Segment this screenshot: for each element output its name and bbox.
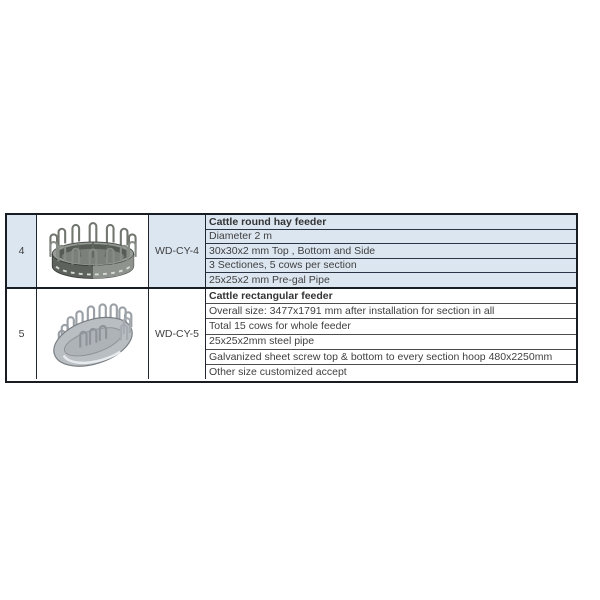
spec-row: Diameter 2 m — [206, 230, 576, 245]
product-spec-table — [5, 213, 578, 383]
row-number-cell — [7, 215, 37, 287]
spec-row: Total 15 cows for whole feeder — [206, 319, 576, 334]
row-number: 4 — [18, 245, 25, 257]
rectangular-feeder-image — [45, 291, 141, 377]
product-title: Cattle rectangular feeder — [206, 289, 576, 304]
specs-cell — [206, 215, 576, 287]
model-code: WD-CY-4 — [155, 245, 199, 257]
model-code-cell — [149, 215, 206, 287]
spec-row: 3 Sectiones, 5 cows per section — [206, 259, 576, 274]
spec-row: Overall size: 3477x1791 mm after installation for section in all — [206, 304, 576, 319]
model-code-cell — [149, 289, 206, 379]
spec-row: 30x30x2 mm Top , Bottom and Side — [206, 244, 576, 259]
specs-cell — [206, 289, 576, 379]
table-row-5 — [7, 287, 576, 379]
row-number-cell — [7, 289, 37, 379]
model-code: WD-CY-5 — [155, 328, 199, 340]
spec-row: 25x25x2mm steel pipe — [206, 335, 576, 350]
product-image-cell — [37, 289, 149, 379]
product-title: Cattle round hay feeder — [206, 215, 576, 230]
product-image-cell — [37, 215, 149, 287]
row-number: 5 — [18, 328, 25, 340]
spec-row: Galvanized sheet screw top & bottom to every section hoop 480x2250mm — [206, 350, 576, 365]
spec-row: Other size customized accept — [206, 365, 576, 379]
table-row-4 — [7, 215, 576, 287]
spec-row: 25x25x2 mm Pre-gal Pipe — [206, 273, 576, 287]
round-hay-feeder-image — [40, 217, 146, 285]
